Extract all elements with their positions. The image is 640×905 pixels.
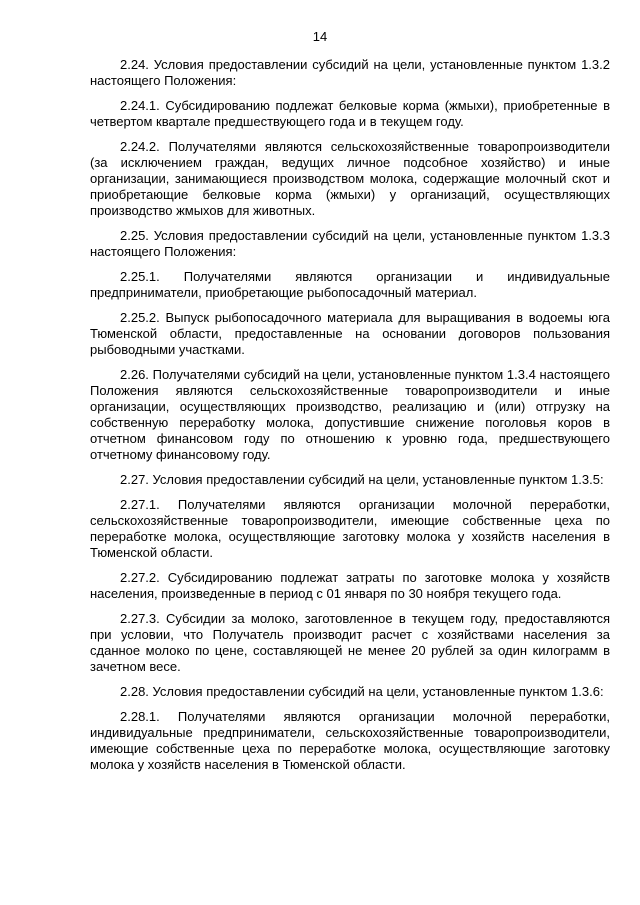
paragraph-2-25-1: 2.25.1. Получателями являются организации и индивидуальные предприниматели, приобретающие рыбопосадочный материал. — [90, 269, 610, 300]
paragraph-2-25-2: 2.25.2. Выпуск рыбопосадочного материала для выращивания в водоемы юга Тюменской области, предоставленные на основании договоров пользования рыбоводными участками. — [90, 310, 610, 357]
document-body — [90, 57, 610, 782]
paragraph-2-24: 2.24. Условия предоставлении субсидий на цели, установленные пунктом 1.3.2 настоящего Положения: — [90, 57, 610, 88]
paragraph-2-27: 2.27. Условия предоставлении субсидий на цели, установленные пунктом 1.3.5: — [120, 472, 604, 487]
paragraph-2-25: 2.25. Условия предоставлении субсидий на цели, установленные пунктом 1.3.3 настоящего Положения: — [90, 228, 610, 259]
paragraph-2-24-2: 2.24.2. Получателями являются сельскохозяйственные товаропроизводители (за исключением граждан, ведущих личное подсобное хозяйство) и иные организации, занимающиеся производством молока, содержащие молочный скот и приобретающие белковые корма (жмыхи) у организаций, осуществляющих производство жмыхов для животных. — [90, 139, 610, 218]
paragraph-2-27-3: 2.27.3. Субсидии за молоко, заготовленное в текущем году, предоставляются при условии, что Получатель производит расчет с хозяйствами населения за сданное молоко по цене, составляющей не менее 20 рублей за один килограмм в зачетном весе. — [90, 611, 610, 674]
paragraph-2-28: 2.28. Условия предоставлении субсидий на цели, установленные пунктом 1.3.6: — [120, 684, 604, 699]
paragraph-2-26: 2.26. Получателями субсидий на цели, установленные пунктом 1.3.4 настоящего Положения являются сельскохозяйственные товаропроизводители и иные организации, осуществляющих производство, реализацию и (или) отгрузку на собственную переработку молока, допустившие снижение поголовья коров в отчетном финансовом году по отношению к уровню года, предшествующего отчетному финансовому году. — [90, 367, 610, 462]
paragraph-2-28-1: 2.28.1. Получателями являются организации молочной переработки, индивидуальные предприниматели, сельскохозяйственные товаропроизводители, имеющие собственные цеха по переработке молока, осуществляющие заготовку молока у хозяйств населения в Тюменской области. — [90, 709, 610, 772]
paragraph-2-24-1: 2.24.1. Субсидированию подлежат белковые корма (жмыхи), приобретенные в четвертом квартале предшествующего года и в текущем году. — [90, 98, 610, 129]
paragraph-2-27-2: 2.27.2. Субсидированию подлежат затраты по заготовке молока у хозяйств населения, произведенные в период с 01 января по 30 ноября текущего года. — [90, 570, 610, 601]
paragraph-2-27-1: 2.27.1. Получателями являются организации молочной переработки, сельскохозяйственные товаропроизводители, имеющие собственные цеха по переработке молока, осуществляющие заготовку молока у хозяйств населения в Тюменской области. — [90, 497, 610, 560]
page-number: 14 — [312, 29, 328, 44]
